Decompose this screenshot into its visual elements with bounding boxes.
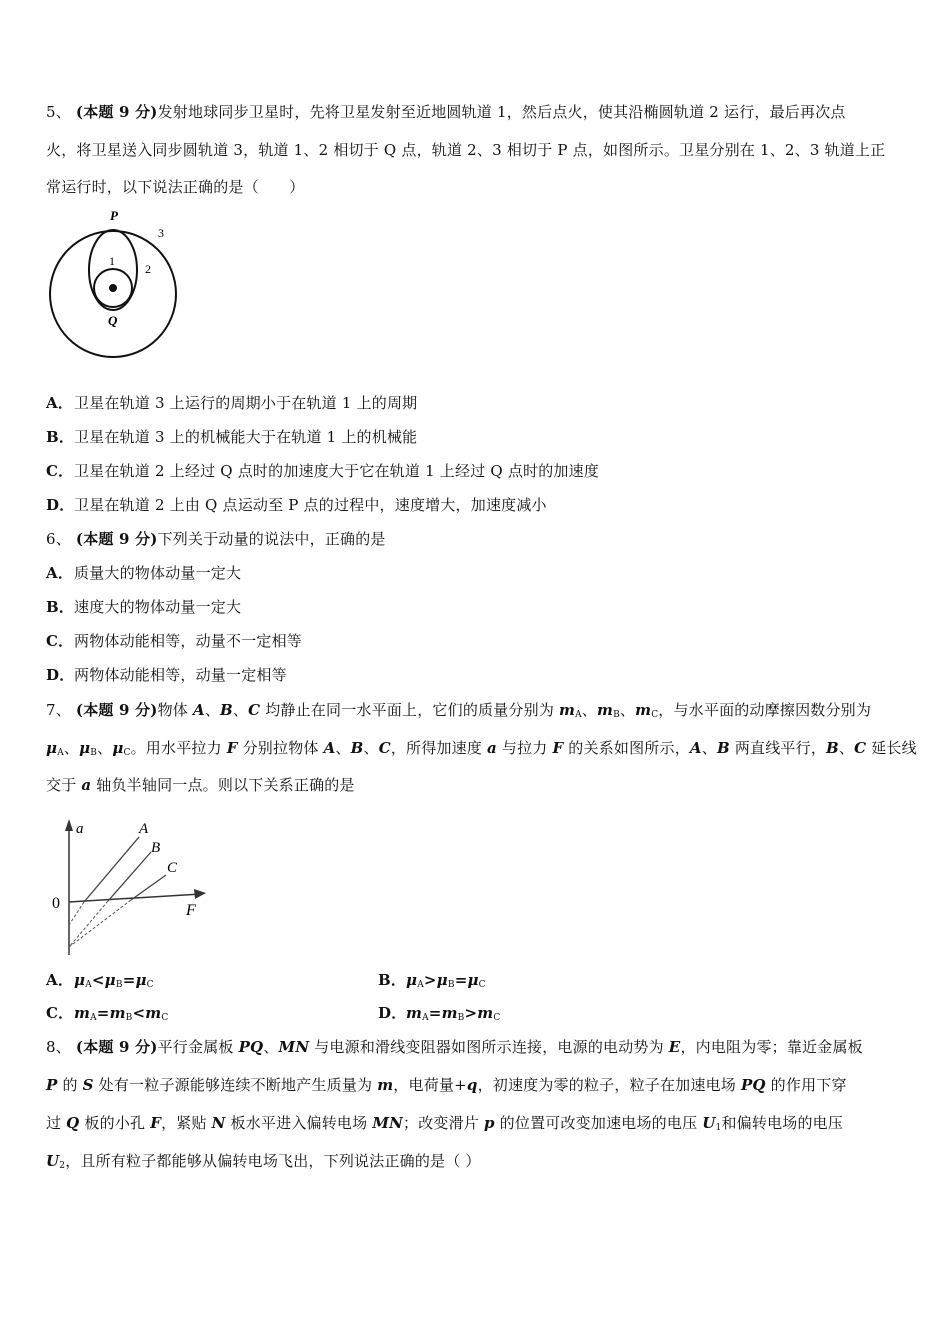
q6-option-d[interactable]: D．两物体动能相等，动量一定相等 [46,666,287,684]
q7-stem-line-1: 7、 (本题 9 分)物体 A、B、C 均静止在同一水平面上，它们的质量分别为 $m_A$、$m_B$、$m_C$，与水平面的动摩擦因数分别为 [46,701,872,720]
q5-number: 5、 [46,103,71,121]
q6-score: (本题 9 分) [75,530,158,548]
label-orbit-3: 3 [158,226,164,240]
y-axis-label: a [76,821,84,837]
q7-option-a[interactable]: A．$\mu_A<\mu_B=\mu_C$ [46,971,154,990]
line-a-label: A [139,821,149,837]
q8-stem-line-3: 过 Q 板的小孔 F，紧贴 N 板水平进入偏转电场 MN；改变滑片 p 的位置可改变加速电场的电压 $U_1$和偏转电场的电压 [46,1114,844,1133]
q6-option-c[interactable]: C．两物体动能相等，动量不一定相等 [46,632,303,650]
q5-stem-line-3: 常运行时，以下说法正确的是（ ） [46,178,305,196]
q5-score: (本题 9 分) [75,103,158,121]
q6-option-b[interactable]: B．速度大的物体动量一定大 [46,598,242,616]
label-orbit-2: 2 [145,262,151,276]
label-orbit-1: 1 [109,254,115,268]
origin-label: 0 [52,895,60,912]
q5-option-d[interactable]: D．卫星在轨道 2 上由 Q 点运动至 P 点的过程中，速度增大，加速度减小 [46,496,547,514]
q7-option-b[interactable]: B．$\mu_A>\mu_B=\mu_C$ [378,971,486,990]
a-f-graph [46,815,216,960]
q8-stem-line-2: P 的 S 处有一粒子源能够连续不断地产生质量为 m，电荷量+q，初速度为零的粒子，粒子在加速电场 PQ 的作用下穿 [46,1076,847,1094]
q7-stem-line-3: 交于 a 轴负半轴同一点。则以下关系正确的是 [46,776,355,794]
q6-option-a[interactable]: A．质量大的物体动量一定大 [46,564,242,582]
label-q: Q [108,313,118,328]
q7-option-c[interactable]: C．$m_A=m_B<m_C$ [46,1004,169,1023]
q5-stem-line-2: 火，将卫星送入同步圆轨道 3，轨道 1、2 相切于 Q 点，轨道 2、3 相切于 P 点，如图所示。卫星分别在 1、2、3 轨道上正 [46,141,886,159]
q8-stem-line-4: $U_2$，且所有粒子都能够从偏转电场飞出，下列说法正确的是（ ） [46,1152,481,1171]
q5-option-a[interactable]: A．卫星在轨道 3 上运行的周期小于在轨道 1 上的周期 [46,394,418,412]
label-p: P [110,208,118,223]
q5-option-c[interactable]: C．卫星在轨道 2 上经过 Q 点时的加速度大于它在轨道 1 上经过 Q 点时的加速度 [46,462,600,480]
q5-stem-line-1: 5、 (本题 9 分)发射地球同步卫星时，先将卫星发射至近地圆轨道 1，然后点火，使其沿椭圆轨道 2 运行，最后再次点 [46,103,846,121]
line-b-label: B [151,840,161,856]
q6-number: 6、 [46,530,71,548]
x-axis-label: F [186,902,196,919]
q7-option-d[interactable]: D．$m_A=m_B>m_C$ [378,1004,501,1023]
q5-option-b[interactable]: B．卫星在轨道 3 上的机械能大于在轨道 1 上的机械能 [46,428,418,446]
q6-stem: 6、 (本题 9 分)下列关于动量的说法中，正确的是 [46,530,386,548]
orbit-diagram [46,205,186,360]
line-c-label: C [167,860,178,876]
q7-stem-line-2: $\mu_A$、$\mu_B$、$\mu_C$。用水平拉力 F 分别拉物体 A、B、C，所得加速度 a 与拉力 F 的关系如图所示，A、B 两直线平行，B、C 延长线 [46,739,917,758]
q8-stem-line-1: 8、 (本题 9 分)平行金属板 PQ、MN 与电源和滑线变阻器如图所示连接，电源的电动势为 E，内电阻为零；靠近金属板 [46,1038,863,1056]
